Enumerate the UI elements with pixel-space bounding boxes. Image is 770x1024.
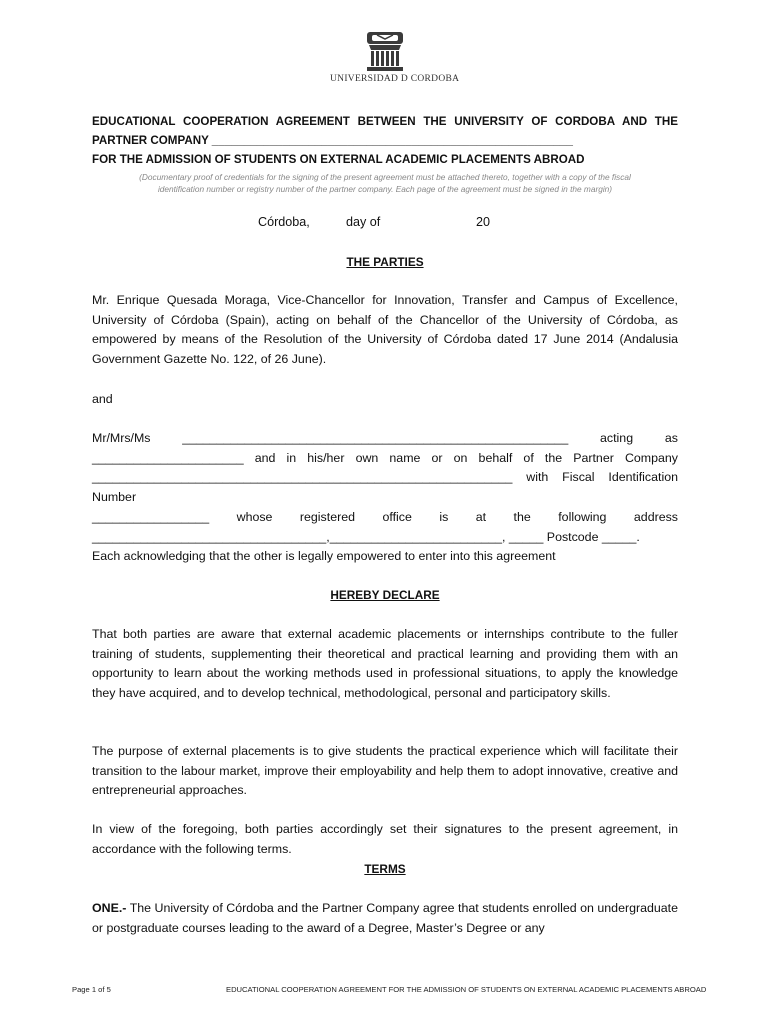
note-line-1: (Documentary proof of credentials for the signing of the present agreement must be attached thereto, together with a copy of the fiscal [139,172,631,182]
term-one-label: ONE.- [92,901,127,915]
date-city: Córdoba, [258,215,310,229]
paragraph-purpose: The purpose of external placements is to give students the practical experience which will facilitate their transition to the labour market, improve their employability and help them to adopt innovative, creative and entrepreneurial approaches. [92,744,678,798]
partner-line-5: __________________________________,_________________________, _____ Postcode _____. [92,529,640,544]
title-line-3: FOR THE ADMISSION OF STUDENTS ON EXTERNAL ACADEMIC PLACEMENTS ABROAD [92,153,585,166]
partner-details-block [92,429,678,547]
footer-page-number: Page 1 of 5 [72,985,111,994]
university-logo [330,30,460,84]
date-day-of: day of [346,215,381,229]
partner-line-2: ______________________ and in his/her own name or on behalf of the Partner Company [92,450,678,465]
title-line-1: EDUCATIONAL COOPERATION AGREEMENT BETWEEN THE UNIVERSITY OF CORDOBA AND THE [92,115,678,128]
paragraph-acknowledging: Each acknowledging that the other is legally empowered to enter into this agreement [92,549,556,563]
term-one-text: The University of Córdoba and the Partner Company agree that students enrolled on undergraduate or postgraduate courses leading to the award of a Degree, Master’s Degree or any [92,901,678,935]
paragraph-foregoing: In view of the foregoing, both parties accordingly set their signatures to the present agreement, in accordance with the following terms. [92,822,678,856]
heading-the-parties: THE PARTIES [346,255,424,269]
note-line-2: identification number or registry number of the partner company. Each page of the agreement must be signed in the margin) [157,184,613,194]
documentary-proof-note [92,171,678,195]
partner-line-3: _____________________________________________________________ with Fiscal Identification Number [92,470,678,505]
logo-wordmark: UNIVERSIDAD D CORDOBA [330,74,460,84]
partner-line-1: Mr/Mrs/Ms ________________________________________________________ acting as [92,431,678,445]
paragraph-vice-chancellor: Mr. Enrique Quesada Moraga, Vice-Chancellor for Innovation, Transfer and Campus of Excellence, University of Córdoba (Spain), acting on behalf of the Chancellor of the University of Córdoba, as empowered by means of the Resolution of the University of Córdoba dated 17 June 2014 (Andalusia Government Gazette No. 122, of 26 June). [92,293,678,367]
date-year: 20 [476,215,491,229]
title-line-2: PARTNER COMPANY ________________________________________________________ [92,134,573,147]
paragraph-and: and [92,392,113,406]
agreement-title [92,112,678,169]
heading-hereby-declare: HEREBY DECLARE [330,588,440,602]
footer-running-title: EDUCATIONAL COOPERATION AGREEMENT FOR THE ADMISSION OF STUDENTS ON EXTERNAL ACADEMIC PLACEMENTS ABROAD [226,985,707,994]
heading-terms: TERMS [364,862,406,876]
university-emblem-icon [363,30,407,72]
paragraph-both-parties-aware: That both parties are aware that external academic placements or internships contribute to the fuller training of students, supplementing their theoretical and practical learning and providing them with an opportunity to learn about the working methods used in professional situations, to apply the knowledge they have acquired, and to develop technical, methodological, personal and participatory skills. [92,627,678,701]
paragraph-term-one [92,899,678,938]
partner-line-4: _________________ whose registered office is at the following address [92,509,678,524]
